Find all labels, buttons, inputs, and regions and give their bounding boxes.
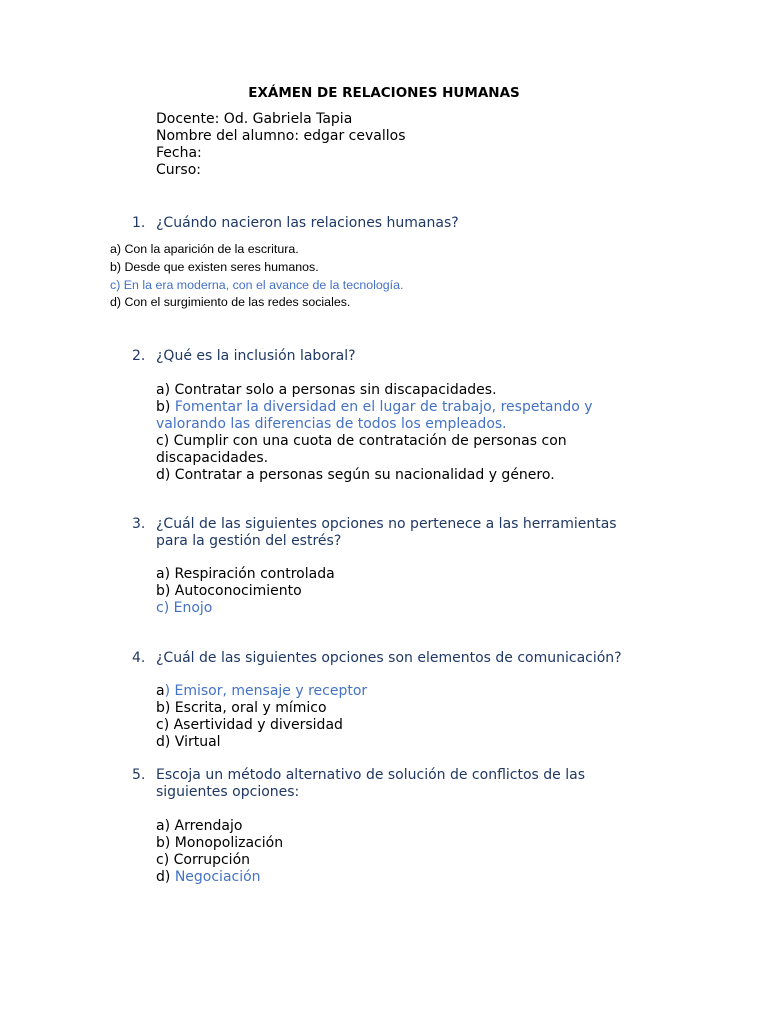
date-line: Fecha: (156, 145, 202, 161)
question-number: 4. (132, 650, 146, 666)
question-number: 3. (132, 516, 146, 532)
option-c-answer: c) En la era moderna, con el avance de la tecnología. (110, 277, 404, 292)
course-line: Curso: (156, 162, 201, 178)
question-1-options (110, 241, 403, 312)
question-5 (132, 767, 632, 801)
question-number: 1. (132, 215, 146, 231)
option-c: c) Cumplir con una cuota de contratación de personas con discapacidades. (156, 433, 567, 466)
option-b: b) Autoconocimiento (156, 583, 302, 599)
exam-header (156, 111, 405, 179)
option-b: b) Escrita, oral y mímico (156, 700, 327, 716)
question-text: ¿Cuál de las siguientes opciones son elementos de comunicación? (156, 650, 622, 666)
question-text: ¿Cuándo nacieron las relaciones humanas? (156, 215, 459, 231)
option-d: d) Virtual (156, 734, 221, 750)
question-2-options (156, 382, 626, 484)
option-a-answer: a) Emisor, mensaje y receptor (156, 683, 368, 699)
option-c-answer: c) Enojo (156, 600, 213, 616)
option-a: a) Arrendajo (156, 818, 243, 834)
student-name-line: Nombre del alumno: edgar cevallos (156, 128, 406, 144)
option-d: d) Con el surgimiento de las redes sociales. (110, 295, 351, 310)
teacher-line: Docente: Od. Gabriela Tapia (156, 111, 353, 127)
option-c: c) Asertividad y diversidad (156, 717, 343, 733)
option-b: b) Monopolización (156, 835, 284, 851)
question-3-options (156, 566, 626, 617)
question-text: ¿Qué es la inclusión laboral? (156, 348, 356, 364)
question-text: ¿Cuál de las siguientes opciones no pertenece a las herramientas para la gestión del estrés? (156, 516, 617, 549)
question-4 (132, 650, 632, 667)
option-a: a) Con la aparición de la escritura. (110, 242, 299, 256)
question-5-options (156, 818, 626, 886)
question-number: 5. (132, 767, 146, 783)
question-1 (132, 215, 632, 232)
option-c: c) Corrupción (156, 852, 251, 868)
option-a: a) Respiración controlada (156, 566, 335, 582)
question-text: Escoja un método alternativo de solución de conflictos de las siguientes opciones: (156, 767, 585, 800)
question-3 (132, 516, 632, 550)
option-d: d) Contratar a personas según su nacionalidad y género. (156, 467, 555, 483)
exam-title: EXÁMEN DE RELACIONES HUMANAS (248, 85, 520, 101)
answer-text: Fomentar la diversidad en el lugar de trabajo, respetando y valorando las diferencias de todos los empleados. (156, 399, 593, 432)
question-number: 2. (132, 348, 146, 364)
question-4-options (156, 683, 626, 751)
option-b: b) Desde que existen seres humanos. (110, 259, 319, 274)
option-d-answer: d) Negociación (156, 869, 261, 885)
option-b: b) Fomentar la diversidad en el lugar de trabajo, respetando y valorando las diferencias de todos los empleados. (156, 399, 593, 432)
question-2 (132, 348, 632, 365)
option-a: a) Contratar solo a personas sin discapacidades. (156, 382, 497, 398)
